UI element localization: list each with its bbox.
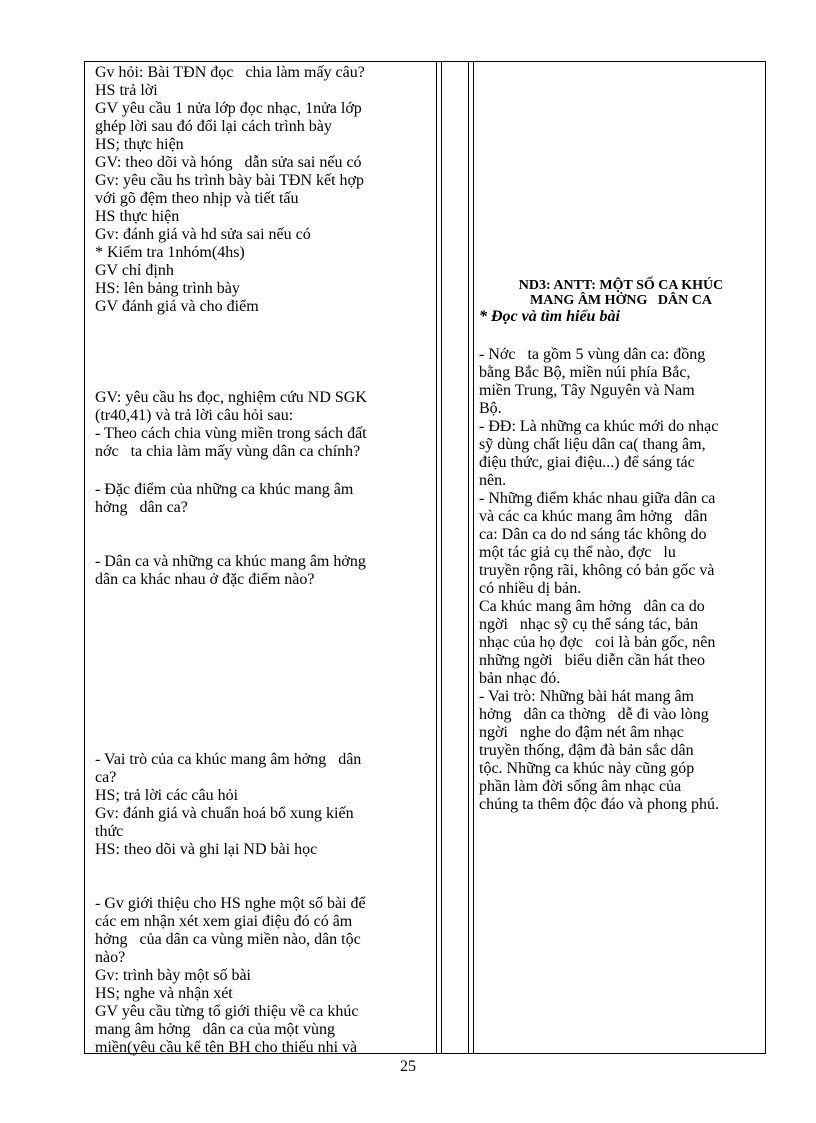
teacher-activity-block [95,64,429,316]
text-line: có nhiều dị bản. [479,580,582,597]
column-divider [468,62,469,1053]
text-line: chúng ta thêm độc đáo và phong phú. [479,796,719,813]
text-line: Ca khúc mang âm hởng dân ca do [479,598,705,615]
text-line: * Kiểm tra 1nhóm(4hs) [95,244,245,261]
text-line: GV yêu cầu 1 nửa lớp đọc nhạc, 1nửa lớp [95,100,362,117]
teacher-activity-block [95,481,429,517]
text-line: - Vai trò: Những bài hát mang âm [479,688,694,705]
text-line: miền Trung, Tây Nguyên và Nam [479,382,695,399]
text-line: một tác giả cụ thể nào, đợc lu [479,544,676,561]
text-line: Gv: đánh giá và chuẩn hoá bổ xung kiến [95,805,354,822]
section-heading-line: ND3: ANTT: MỘT SỐ CA KHÚC [518,278,724,293]
lesson-table [84,61,766,1054]
text-line: các em nhận xét xem giai điệu đó có âm [95,913,353,930]
text-line: - ĐĐ: Là những ca khúc mới do nhạc [479,418,719,435]
text-line: hởng của dân ca vùng miền nào, dân tộc [95,931,361,948]
text-line: - Gv giới thiệu cho HS nghe một số bài để [95,895,366,912]
text-line: nhạc của họ đợc coi là bản gốc, nên [479,634,716,651]
teacher-activity-block [95,389,429,461]
column-divider [441,62,442,1053]
text-line: - Dân ca và những ca khúc mang âm hởng [95,553,366,570]
text-line: và các ca khúc mang âm hởng dân [479,508,708,525]
text-line: bản nhạc đó. [479,670,561,687]
text-line: sỹ dùng chất liệu dân ca( thang âm, [479,436,706,453]
text-line: GV đánh giá và cho điểm [95,298,259,315]
text-line: nên. [479,472,507,489]
text-line: hởng dân ca thờng dễ đi vào lòng [479,706,709,723]
text-line: nớc ta chia làm mấy vùng dân ca chính? [95,443,361,460]
text-line: dân ca khác nhau ở đặc điểm nào? [95,571,315,588]
text-line: GV yêu cầu từng tổ giới thiệu về ca khúc [95,1003,359,1020]
text-line: mang âm hởng dân ca của một vùng [95,1021,335,1038]
text-line: ca: Dân ca do nd sáng tác không do [479,526,707,543]
text-line: Gv: yêu cầu hs trình bày bài TĐN kết hợp [95,172,364,189]
text-line: ngời nghe do đậm nét âm nhạc [479,724,684,741]
text-line: miền(yêu cầu kể tên BH cho thiếu nhi và [95,1039,358,1056]
text-line: Gv: đánh giá và hd sửa sai nếu có [95,226,311,243]
text-line: với gõ đệm theo nhịp và tiết tấu [95,190,299,207]
content-text [479,346,763,814]
text-line: nào? [95,949,126,966]
text-line: HS; nghe và nhận xét [95,985,233,1002]
text-line: thức [95,823,124,840]
column-divider [436,62,437,1053]
text-line: HS thực hiện [95,208,180,225]
teacher-activity-block [95,895,429,1057]
text-line: - Những điểm khác nhau giữa dân ca [479,490,716,507]
text-line: - Theo cách chia vùng miền trong sách đất [95,425,367,442]
teacher-activity-block [95,751,429,859]
section-heading-line: MANG ÂM HỞNG DÂN CA [530,293,712,308]
text-line: ghép lời sau đó đổi lại cách trình bày [95,118,332,135]
text-line: truyền rộng rãi, không có bản gốc và [479,562,715,579]
text-line: truyền thống, đậm đà bản sắc dân [479,742,694,759]
text-line: HS; thực hiện [95,136,184,153]
text-line: Bộ. [479,400,502,417]
text-line: HS: lên bảng trình bày [95,280,240,297]
text-line: ngời nhạc sỹ cụ thể sáng tác, bản [479,616,699,633]
text-line: GV: yêu cầu hs đọc, nghiệm cứu ND SGK [95,389,367,406]
text-line: (tr40,41) và trả lời câu hỏi sau: [95,407,294,424]
text-line: GV: theo dõi và hóng dẫn sửa sai nếu có [95,154,362,171]
text-line: hởng dân ca? [95,499,188,516]
text-line: tộc. Những ca khúc này cũng góp [479,760,695,777]
text-line: điệu thức, giai điệu...) để sáng tác [479,454,695,471]
section-subheading: * Đọc và tìm hiểu bài [479,308,620,325]
text-line: HS trả lời [95,82,158,99]
page-number: 25 [400,1058,416,1075]
text-line: Gv: trình bày một số bài [95,967,251,984]
text-line: ca? [95,769,117,786]
text-line: GV chỉ định [95,262,174,279]
text-line: Gv hỏi: Bài TĐN đọc chia làm mấy câu? [95,64,365,81]
text-line: HS; trả lời các câu hỏi [95,787,239,804]
text-line: - Nớc ta gồm 5 vùng dân ca: đồng [479,346,706,363]
column-divider [473,62,474,1053]
text-line: những ngời biểu diễn cần hát theo [479,652,705,669]
content-column [479,278,763,814]
text-line: - Đặc điểm của những ca khúc mang âm [95,481,354,498]
text-line: bằng Bắc Bộ, miền núi phía Bắc, [479,364,691,381]
section-heading [479,278,763,308]
text-line: phần làm đời sống âm nhạc của [479,778,682,795]
text-line: - Vai trò của ca khúc mang âm hởng dân [95,751,362,768]
text-line: HS: theo dõi và ghi lại ND bài học [95,841,318,858]
teacher-activity-block [95,553,429,589]
